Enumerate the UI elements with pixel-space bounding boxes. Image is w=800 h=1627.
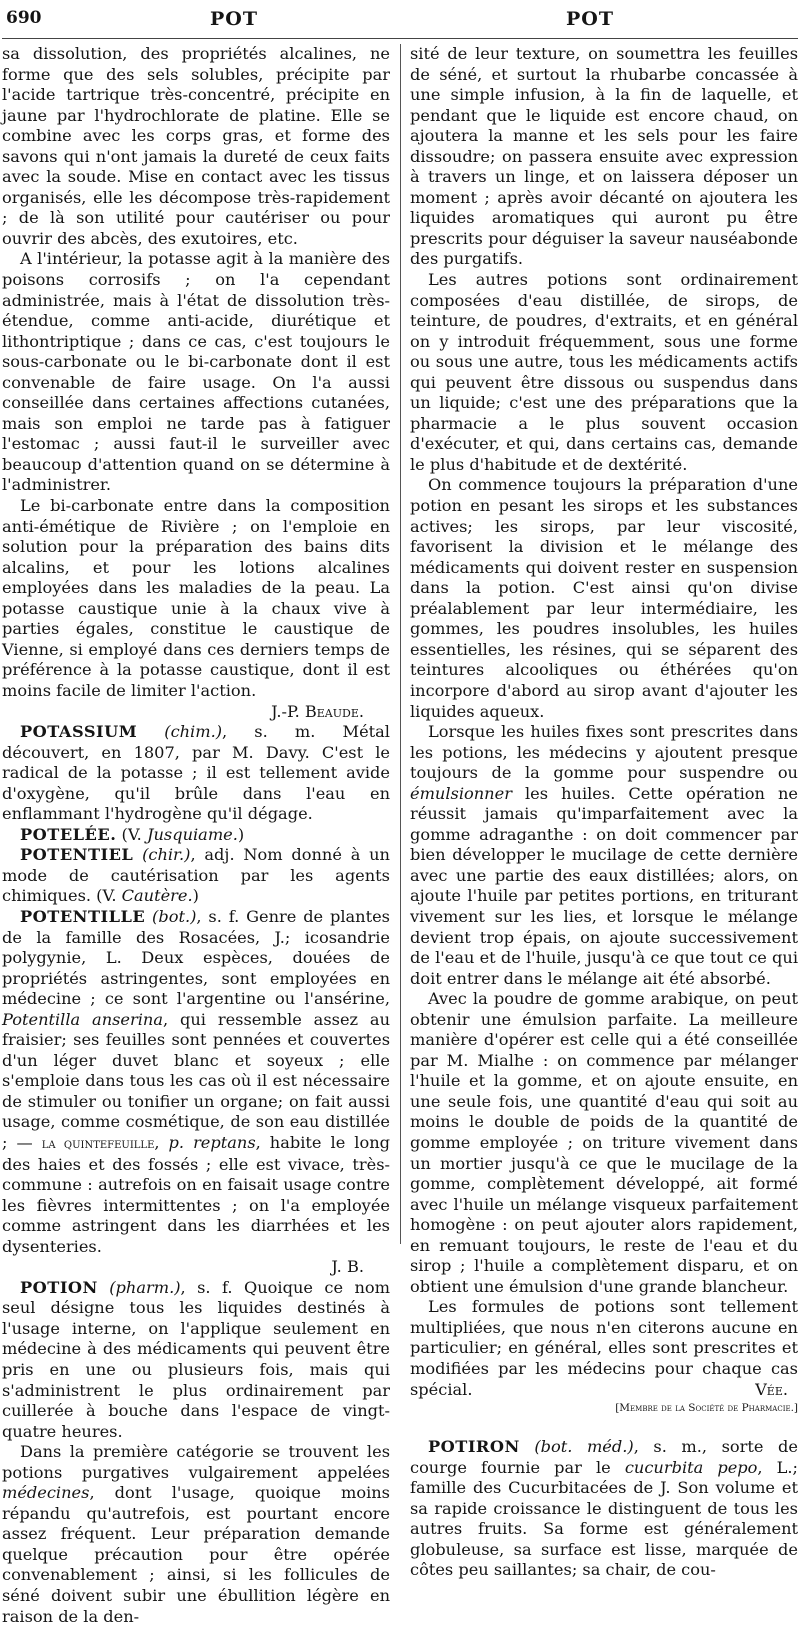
signature-text: J.-P. Beaude.	[271, 701, 364, 721]
potion-paragraph-4: Les autres potions sont ordinairement composées d'eau distillée, de sirops, de teinture, de poudres, d'extraits, et en général on y introduit fréquemment, sous une forme ou sous une autre, tous les médicaments actifs qui peuvent être dissous ou suspendus dans un liquide; c'est une des préparations que la pharmacie a le plus souvent occasion d'exécuter, et qui, dans certains cas, demande le plus d'habitude et de dextérité.	[410, 270, 798, 474]
signature-beaude	[2, 702, 390, 723]
emphasis: émulsionner	[410, 783, 512, 803]
headword: POTIRON	[428, 1437, 520, 1457]
page-header	[0, 0, 800, 40]
entry-text: , L.; famille des Cucurbitacées de J. Son volume et sa rapide croissance le distinguent de tous les autres fruits. Sa forme est généralement globuleuse, sa surface est lisse, marquée de côtes peu saillantes; sa chair, de cou-	[410, 1457, 799, 1580]
paragraph-text: , dont l'usage, quoique moins répandu qu'autrefois, est pourtant encore assez fréquent. Leur préparation demande quelque précaution pour être opérée convenablement ; ainsi, si les follicules de séné doivent subir une ébullition légère en raison de la den-	[2, 1483, 390, 1626]
header-rule	[2, 38, 798, 39]
potion-paragraph-6	[410, 722, 798, 989]
species-name: cucurbita pepo	[624, 1457, 758, 1477]
potasse-paragraph-1: sa dissolution, des propriétés alcalines, ne forme que des sels solubles, précipite par l'acide tartrique très-concentré, précipite en jaune par l'hydrochlorate de platine. Elle se combine avec les corps gras, et forme des savons qui n'ont jamais la dureté de ceux faits avec la soude. Mise en contact avec les tissus organisés, elle les décompose très-rapidement ; de là son utilité pour cautériser ou pour ouvrir des abcès, des exutoires, etc.	[2, 44, 390, 248]
paragraph-text: Les formules de potions sont tellement multipliées, que nous n'en citerons aucune en particulier; en général, elles sont prescrites et modifiées par les médecins pour chaque cas spécial.	[410, 1297, 798, 1399]
entry-text: , habite le long des haies et des fossés ; elle est vivace, très-commune : autrefois on en faisait usage contre les fièvres intermittentes ; on l'a employée comme astringent dans les diarrhées et les dysenteries.	[2, 1132, 391, 1256]
cross-reference: Cautère.	[121, 886, 193, 906]
headword: POTION	[20, 1277, 98, 1297]
emphasis: médecines	[2, 1483, 90, 1503]
potasse-paragraph-3	[2, 496, 390, 701]
species-name: Potentilla anserina	[2, 1009, 163, 1029]
entry-label: (pharm.)	[109, 1277, 181, 1297]
signature-jb	[2, 1257, 390, 1278]
entry-potentille	[2, 907, 390, 1257]
entry-text: , s. m. Métal découvert, en 1807, par M. Davy. C'est le radical de la potasse ; il est tellement avide d'oxygène, qu'il brûle dans l'eau en enflammant l'hydrogène qu'il dégage.	[2, 722, 390, 824]
left-column	[2, 44, 391, 1626]
cross-reference: Jusquiame.	[146, 824, 238, 844]
entry-text: , adj. Nom donné à un mode de cautérisation par les agents chimiques. (V.	[2, 845, 390, 906]
potion-paragraph-3: sité de leur texture, on soumettra les feuilles de séné, et surtout la rhubarbe concassée à une simple infusion, à la fin de laquelle, et pendant que le liquide est encore chaud, on ajoutera la manne et les sels pour les faire dissoudre; on passera ensuite avec expression à travers un linge, et on laissera déposer un moment ; après avoir décanté on ajoutera les liquides aromatiques qui auront pu être prescrits pour déguiser la saveur nauséabonde des purgatifs.	[410, 44, 798, 269]
entry-text: ,	[154, 1132, 169, 1152]
entry-potentiel	[2, 845, 390, 907]
entry-label: (chim.)	[164, 722, 223, 742]
headword: POTELÉE.	[20, 824, 117, 844]
potion-paragraph-8	[410, 1297, 798, 1400]
headword: POTENTILLE	[20, 906, 146, 926]
potion-paragraph-5: On commence toujours la préparation d'une potion en pesant les sirops et les substances actives; les sirops, par leur viscosité, favorisent la division et le mélange des médicaments qui doivent rester en suspension dans la potion. C'est ainsi qu'on divise préalablement par leur intermédiaire, les gommes, les poudres insolubles, les huiles essentielles, les résines, qui se séparent des teintures alcooliques ou éthérées qu'on incorpore d'abord au sirop avant d'ajouter les liquides aqueux.	[410, 475, 798, 721]
smallcap-term: la quintefeuille	[41, 1135, 155, 1152]
right-column	[410, 44, 799, 1580]
entry-label: (bot. méd.)	[534, 1437, 634, 1457]
potasse-paragraph-2: A l'intérieur, la potasse agit à la manière des poisons corrosifs ; on l'a cependant administrée, mais à l'état de dissolution très-étendue, comme anti-acide, diurétique et lithontriptique ; dans ce cas, c'est toujours le sous-carbonate ou le bi-carbonate dont il est convenable de faire usage. On l'a aussi conseillée dans certaines affections cutanées, mais son emploi ne tarde pas à fatiguer l'estomac ; aussi faut-il le surveiller avec beaucoup d'attention quand on se détermine à l'administrer.	[2, 249, 390, 495]
potion-paragraph-7: Avec la poudre de gomme arabique, on peut obtenir une émulsion parfaite. La meilleure manière d'opérer est celle qui a été conseillée par M. Mialhe : on commence par mélanger l'huile et la gomme, et on ajoute ensuite, en une seule fois, une quantité d'eau qui soit au moins le double de poids de la quantité de gomme employée ; on triture vivement dans un mortier jusqu'à ce que le mucilage de la gomme, complètement développé, ait formé avec l'huile un mélange visqueux parfaitement homogène : on peut ajouter alors rapidement, en remuant toujours, le reste de l'eau et du sirop ; l'huile a complètement disparu, et on obtient une émulsion d'une grande blancheur.	[410, 989, 798, 1296]
entry-text: , qui ressemble assez au fraisier; ses feuilles sont pennées et couvertes d'un léger duvet blanc et soyeux ; elle s'emploie dans tous les cas où il est nécessaire de stimuler ou tonifier un organe; on fait aussi usage, comme cosmétique, de son eau distillée ; —	[2, 1009, 390, 1152]
entry-spacer	[410, 1415, 798, 1437]
entry-label: (chir.)	[142, 845, 191, 865]
page-number: 690	[6, 8, 42, 28]
headword: POTENTIEL	[20, 845, 134, 865]
paragraph-text: Lorsque les huiles fixes sont prescrites dans les potions, les médecins y ajoutent presque toujours de la gomme pour suspendre ou	[410, 722, 798, 783]
entry-potion	[2, 1278, 390, 1442]
running-head-left: POT	[210, 8, 258, 30]
entry-potiron	[410, 1437, 798, 1581]
entry-label: (bot.)	[152, 906, 197, 926]
entry-text: (V.	[116, 824, 147, 844]
author-affiliation-note: [Membre de la Société de Pharmacie.]	[615, 1402, 798, 1415]
potion-paragraph-2	[2, 1442, 390, 1627]
signature-vee: Vée.	[755, 1379, 788, 1399]
running-head-right: POT	[566, 8, 614, 30]
entry-text: )	[192, 886, 199, 906]
entry-potassium	[2, 722, 390, 825]
headword: POTASSIUM	[20, 722, 138, 742]
species-name: p. reptans	[168, 1132, 256, 1152]
entry-text: , s. f. Quoique ce nom seul désigne tous les liquides destinés à l'usage interne, on l'applique seulement en médecine à des médicaments qui peuvent être pris en une ou plusieurs fois, mais qui s'administrent le plus ordinairement par cuillerée à bouche dans l'espace de vingt-quatre heures.	[2, 1277, 390, 1441]
paragraph-text: Dans la première catégorie se trouvent les potions purgatives vulgairement appelées	[2, 1442, 390, 1482]
paragraph-text: les huiles. Cette opération ne réussit jamais qu'imparfaitement avec la gomme adraganthe : on doit commencer par bien développer le mucilage de cette dernière avec une partie des eaux distillées; alors, on ajoute l'huile par petites portions, en triturant vivement sur les lies, et lorsque le mélange devient trop épais, on ajoute successivement de l'eau et de l'huile, jusqu'à ce que tout ce qui doit entrer dans le mélange ait été absorbé.	[410, 783, 798, 988]
entry-text: , s. m., sorte de courge fournie par le	[410, 1437, 798, 1477]
entry-text: )	[237, 824, 245, 844]
entry-text: , s. f. Genre de plantes de la famille des Rosacées, J.; icosandrie polygynie, L. Deux espèces, douées de propriétés astringentes, sont employées en médecine ; ce sont l'argentine ou l'ansérine,	[2, 906, 390, 1009]
column-divider	[400, 44, 401, 1244]
entry-potelee	[2, 825, 390, 846]
signature-text: J. B.	[331, 1257, 364, 1277]
paragraph-text: Le bi-carbonate entre dans la composition anti-émétique de Rivière ; on l'emploie en solution pour la préparation des bains dits alcalins, et pour les lotions alcalines employées dans les maladies de la peau. La potasse caustique unie à la chaux vive à parties égales, constitue le caustique de Vienne, si employé dans ces derniers temps de préférence à la potasse caustique, dont il est moins facile de limiter l'action.	[2, 496, 390, 700]
